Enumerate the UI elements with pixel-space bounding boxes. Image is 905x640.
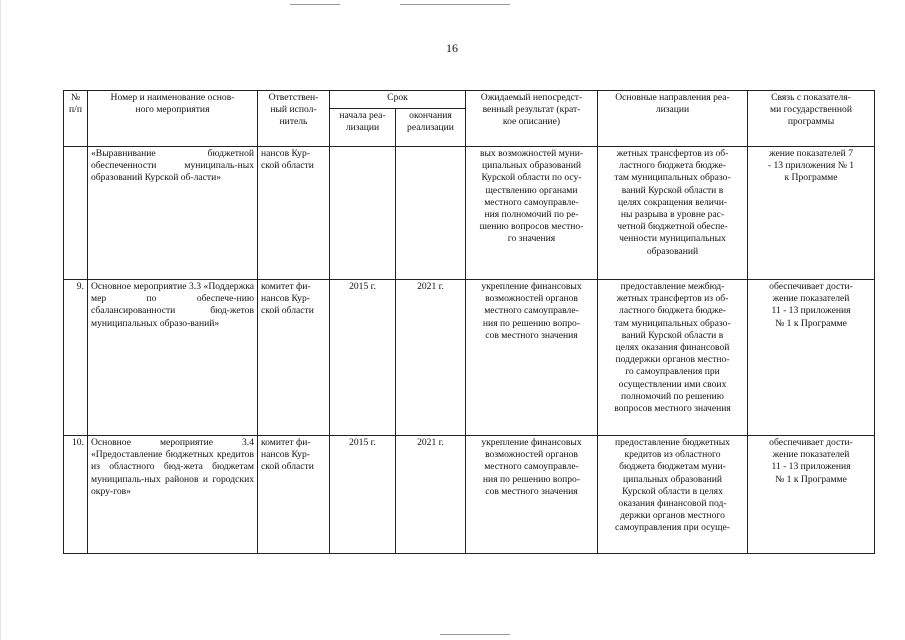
table-row <box>64 436 875 554</box>
row-number <box>64 147 88 280</box>
header-num: № п/п <box>64 91 88 147</box>
start-year <box>330 147 396 280</box>
header-start: начала реа- лизации <box>330 109 396 147</box>
measure-name: Основное мероприятие 3.4 «Предоставление бюджетных кредитов из областного бюд-жета бюджетам муниципаль-ных районов и городских окру-гов» <box>88 436 258 554</box>
indicator-link: обеспечивает дости- жение показателей 11 - 13 приложения № 1 к Программе <box>748 280 875 436</box>
header-directions: Основные направления реа- лизации <box>598 91 748 147</box>
table-row <box>64 147 875 280</box>
indicator-link: жение показателей 7 - 13 приложения № 1 к Программе <box>748 147 875 280</box>
start-year: 2015 г. <box>330 436 396 554</box>
header-responsible: Ответствен- ный испол- нитель <box>258 91 330 147</box>
responsible-executor: нансов Кур- ской области <box>258 147 330 280</box>
row-number: 9. <box>64 280 88 436</box>
end-year: 2021 г. <box>396 436 466 554</box>
header-end: окончания реализации <box>396 109 466 147</box>
measures-table <box>63 90 875 554</box>
scan-mark-bottom <box>440 634 510 635</box>
scan-left-edge <box>0 0 1 640</box>
table-header-row <box>64 91 875 109</box>
end-year <box>396 147 466 280</box>
end-year: 2021 г. <box>396 280 466 436</box>
header-result: Ожидаемый непосредст- венный результат (крат- кое описание) <box>466 91 598 147</box>
measure-name: «Выравнивание бюджетной обеспеченности муниципаль-ных образований Курской об-ласти» <box>88 147 258 280</box>
start-year: 2015 г. <box>330 280 396 436</box>
expected-result: вых возможностей муни- ципальных образований Курской области по осу- ществлению органами местного самоуправле- ния полномочий по ре- шению вопросов местно- го значения <box>466 147 598 280</box>
expected-result: укрепление финансовых возможностей органов местного самоуправле- ния по решению вопро- сов местного значения <box>466 280 598 436</box>
indicator-link: обеспечивает дости- жение показателей 11 - 13 приложения № 1 к Программе <box>748 436 875 554</box>
main-directions: жетных трансфертов из об- ластного бюджета бюдже- там муниципальных образо- ваний Курской области в целях сокращения величи- ны разрыва в уровне рас- четной бюджетной обеспе- ченности муниципальных образований <box>598 147 748 280</box>
header-name: Номер и наименование основ- ного мероприятия <box>88 91 258 147</box>
expected-result: укрепление финансовых возможностей органов местного самоуправле- ния по решению вопро- сов местного значения <box>466 436 598 554</box>
responsible-executor: комитет фи- нансов Кур- ской области <box>258 280 330 436</box>
responsible-executor: комитет фи- нансов Кур- ской области <box>258 436 330 554</box>
header-link: Связь с показателя- ми государственной программы <box>748 91 875 147</box>
row-number: 10. <box>64 436 88 554</box>
header-term: Срок <box>330 91 466 109</box>
measure-name: Основное мероприятие 3.3 «Поддержка мер по обеспече-нию сбалансированности бюд-жетов муниципальных образо-ваний» <box>88 280 258 436</box>
main-directions: предоставление межбюд- жетных трансфертов из об- ластного бюджета бюдже- там муниципальных образо- ваний Курской области в целях оказания финансовой поддержки органов местно- го самоуправления при осуществлении ими своих полномочий по решению вопросов местного значения <box>598 280 748 436</box>
page-number: 16 <box>446 41 458 55</box>
scan-mark-top-left <box>290 4 340 5</box>
table-row <box>64 280 875 436</box>
scan-mark-top-right <box>400 4 510 5</box>
main-directions: предоставление бюджетных кредитов из областного бюджета бюджетам муни- ципальных образований Курской области в целях оказания финансовой под- держки органов местного самоуправления при осуще- <box>598 436 748 554</box>
